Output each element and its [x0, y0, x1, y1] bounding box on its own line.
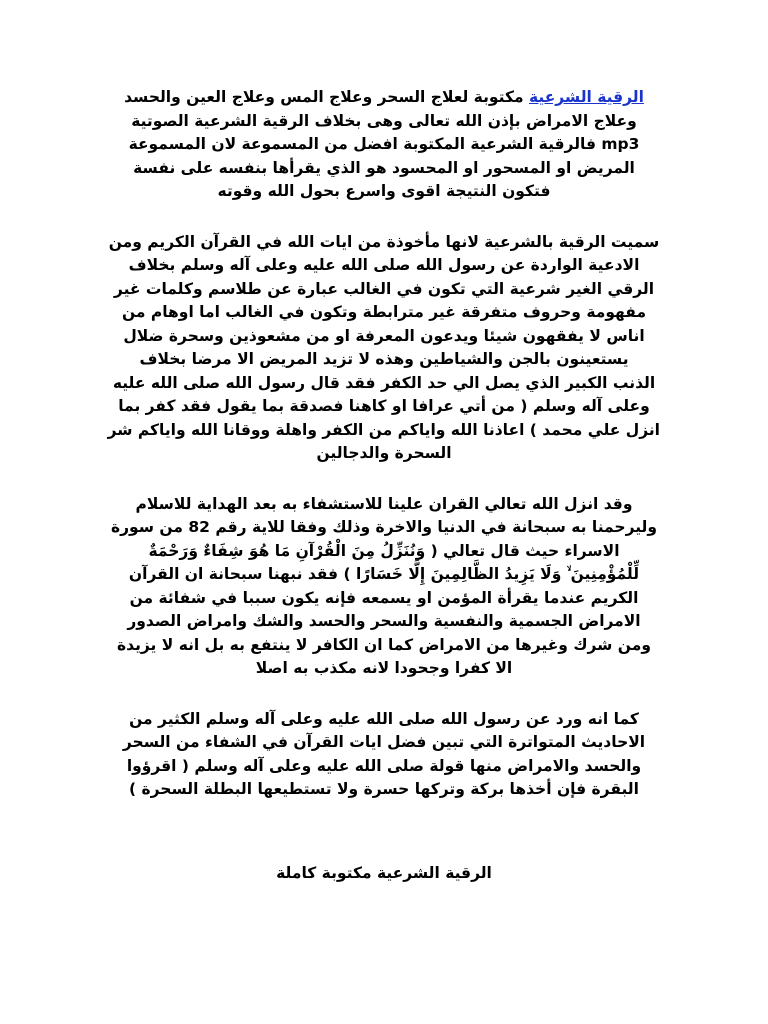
- paragraph-line: فتكون النتيجة اقوى واسرع بحول الله وقوته: [217, 182, 551, 200]
- paragraph-naming: [108, 231, 660, 466]
- paragraph-intro: [108, 86, 660, 204]
- paragraph-line: الاسراء حيث قال تعالي ( وَنُنَزِّلُ مِنَ الْقُرْآنِ مَا هُوَ شِفَاءٌ وَرَحْمَةٌ: [148, 541, 620, 560]
- paragraph-line: وعلى آله وسلم ( من أتي عرافا او كاهنا فصدقة بما يقول فقد كفر بما: [118, 397, 650, 415]
- paragraph-line: [108, 86, 660, 110]
- footer-title: الرقية الشرعية مكتوبة كاملة: [276, 863, 492, 882]
- paragraph-line: المريض او المسحور او المحسود هو الذي يقرأها بنفسه على نفسة: [133, 158, 635, 177]
- document-page: [108, 86, 660, 882]
- paragraph-line: يستعينون بالجن والشياطين وهذه لا تزيد المريض الا مرضا بخلاف: [139, 350, 629, 368]
- paragraph-line: الرقي الغير شرعية التي تكون في الغالب عبارة عن طلاسم وكلمات غير: [113, 279, 655, 298]
- paragraph-line: الا كفرا وجحودا لانه مكذب به اصلا: [255, 659, 513, 677]
- paragraph-line: الكريم عندما يقرأة المؤمن او يسمعه فإنه يكون سببا في شفائة من: [129, 588, 639, 607]
- paragraph-line: وعلاج الامراض بإذن الله تعالى وهى بخلاف الرقية الشرعية الصوتية: [131, 111, 637, 130]
- paragraph-line: لِّلْمُؤْمِنِينَ ۙ وَلَا يَزِيدُ الظَّالِمِينَ إِلَّا خَسَارًا ) فقد نبهنا سبحانة ان القرآن: [128, 565, 640, 583]
- paragraph-line: سميت الرقية بالشرعية لانها مأخوذة من ايات الله في القرآن الكريم ومن: [108, 232, 660, 251]
- paragraph-line: وقد انزل الله تعالي القران علينا للاستشفاء به بعد الهداية للاسلام: [135, 494, 633, 513]
- paragraph-line: mp3 فالرقية الشرعية المكتوبة افضل من المسموعة لان المسموعة: [128, 135, 640, 153]
- paragraph-line: وليرحمنا به سبحانة في الدنيا والاخرة وذلك وفقا للاية رقم 82 من سورة: [110, 518, 658, 536]
- paragraph-quran-healing: [108, 493, 660, 681]
- paragraph-line: السحرة والدجالين: [316, 444, 452, 462]
- paragraph-line: انزل علي محمد ) اعاذنا الله واياكم من الكفر واهلة ووقانا الله واياكم شر: [107, 420, 660, 439]
- paragraph-line: اناس لا يفقهون شيئا ويدعون المعرفة او من مشعوذين وسحرة ضلال: [123, 326, 645, 345]
- paragraph-line: كما انه ورد عن رسول الله صلى الله عليه وعلى آله وسلم الكثير من: [129, 709, 639, 728]
- paragraph-line: والحسد والامراض منها قولة صلى الله عليه وعلى آله وسلم ( اقرؤوا: [126, 756, 642, 775]
- paragraph-line: مفهومة وحروف متفرقة غير مترابطة وتكون في الغالب اما اوهام من: [121, 303, 647, 321]
- paragraph-line: الادعية الواردة عن رسول الله صلى الله عليه وعلى آله وسلم بخلاف: [128, 256, 640, 274]
- line-text: مكتوبة لعلاج السحر وعلاج المس وعلاج العين والحسد: [124, 88, 524, 106]
- paragraph-line: البقرة فإن أخذها بركة وتركها حسرة ولا تستطيعها البطلة السحرة ): [129, 780, 639, 798]
- ruqyah-link[interactable]: الرقية الشرعية: [528, 88, 644, 106]
- paragraph-line: الامراض الجسمية والنفسية والسحر والحسد والشك وامراض الصدور: [127, 612, 641, 630]
- paragraph-line: الذنب الكبير الذي يصل الي حد الكفر فقد قال رسول الله صلى الله عليه: [112, 373, 656, 392]
- paragraph-hadith: [108, 708, 660, 802]
- paragraph-line: الاحاديث المتواترة التي تبين فضل ايات القرآن في الشفاء من السحر: [122, 733, 646, 751]
- paragraph-line: ومن شرك وغيرها من الامراض كما ان الكافر لا ينتفع به بل انه لا يزيدة: [116, 635, 651, 654]
